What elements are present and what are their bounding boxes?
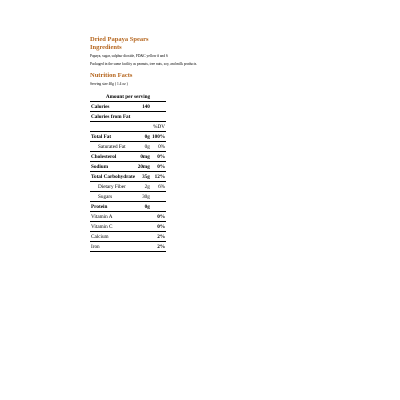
sugars-amount: 30g (137, 192, 151, 202)
table-row (90, 182, 166, 192)
cholesterol-label: Cholesterol (90, 152, 137, 162)
calories-label: Calories (90, 102, 137, 112)
table-row (90, 202, 166, 212)
serving-size: Serving size 40g ( 1.4 oz ) (90, 82, 128, 86)
total-fat-dv: 100% (152, 133, 165, 140)
protein-label: Protein (90, 202, 137, 212)
vitamin-a-label: Vitamin A (90, 212, 137, 222)
total-carbohydrate-label: Total Carbohydrate (91, 173, 136, 180)
iron-dv: 2% (151, 242, 166, 252)
table-row (90, 212, 166, 222)
table-row (90, 222, 166, 232)
total-carbohydrate-amount: 35g (137, 172, 151, 182)
sodium-amount: 20mg (137, 163, 150, 170)
table-row (90, 112, 166, 122)
table-row (90, 162, 166, 172)
sodium-dv: 0% (151, 162, 166, 172)
saturated-fat-label: Saturated Fat (90, 142, 137, 152)
vitamin-c-label: Vitamin C (90, 222, 137, 232)
dv-header: %DV (151, 122, 166, 132)
table-row (90, 102, 166, 112)
amount-per-serving-header: Amount per serving (90, 92, 166, 102)
table-row (90, 92, 166, 102)
ingredients-text: Papaya, sugar, sulphur dioxide, FD&C yellow # and 6 (90, 54, 168, 58)
table-row (90, 142, 166, 152)
cholesterol-amount: 0mg (137, 152, 151, 162)
iron-label: Iron (90, 242, 137, 252)
calories-from-fat-label: Calories from Fat (90, 112, 166, 122)
ingredients-heading: Ingredients (90, 44, 122, 51)
dietary-fiber-amount: 2g (137, 182, 151, 192)
table-row (90, 122, 166, 132)
table-row (90, 232, 166, 242)
allergen-note: Packaged in the same facility as peanuts, tree nuts, soy, and milk products. (90, 62, 198, 66)
total-fat-label: Total Fat (90, 132, 137, 142)
nutrition-table (90, 92, 166, 252)
sugars-label: Sugars (90, 192, 137, 202)
dietary-fiber-dv: 6% (151, 182, 166, 192)
table-row (90, 172, 166, 182)
total-carbohydrate-dv: 12% (151, 172, 166, 182)
table-row (90, 242, 166, 252)
nutrition-facts-heading: Nutrition Facts (90, 72, 133, 79)
cholesterol-dv: 0% (151, 152, 166, 162)
calcium-label: Calcium (90, 232, 137, 242)
saturated-fat-amount: 0g (137, 142, 151, 152)
saturated-fat-dv: 0% (151, 142, 166, 152)
sodium-label: Sodium (90, 162, 137, 172)
dietary-fiber-label: Dietary Fiber (90, 182, 137, 192)
table-row (90, 192, 166, 202)
vitamin-a-dv: 0% (151, 212, 166, 222)
document-body (90, 36, 270, 252)
protein-amount: 0g (137, 202, 151, 212)
vitamin-c-dv: 0% (151, 222, 166, 232)
calcium-dv: 2% (151, 232, 166, 242)
table-row (90, 152, 166, 162)
total-fat-amount: 0g (137, 132, 151, 142)
table-row (90, 132, 166, 142)
calories-value: 140 (137, 102, 151, 112)
product-title: Dried Papaya Spears (90, 36, 149, 43)
